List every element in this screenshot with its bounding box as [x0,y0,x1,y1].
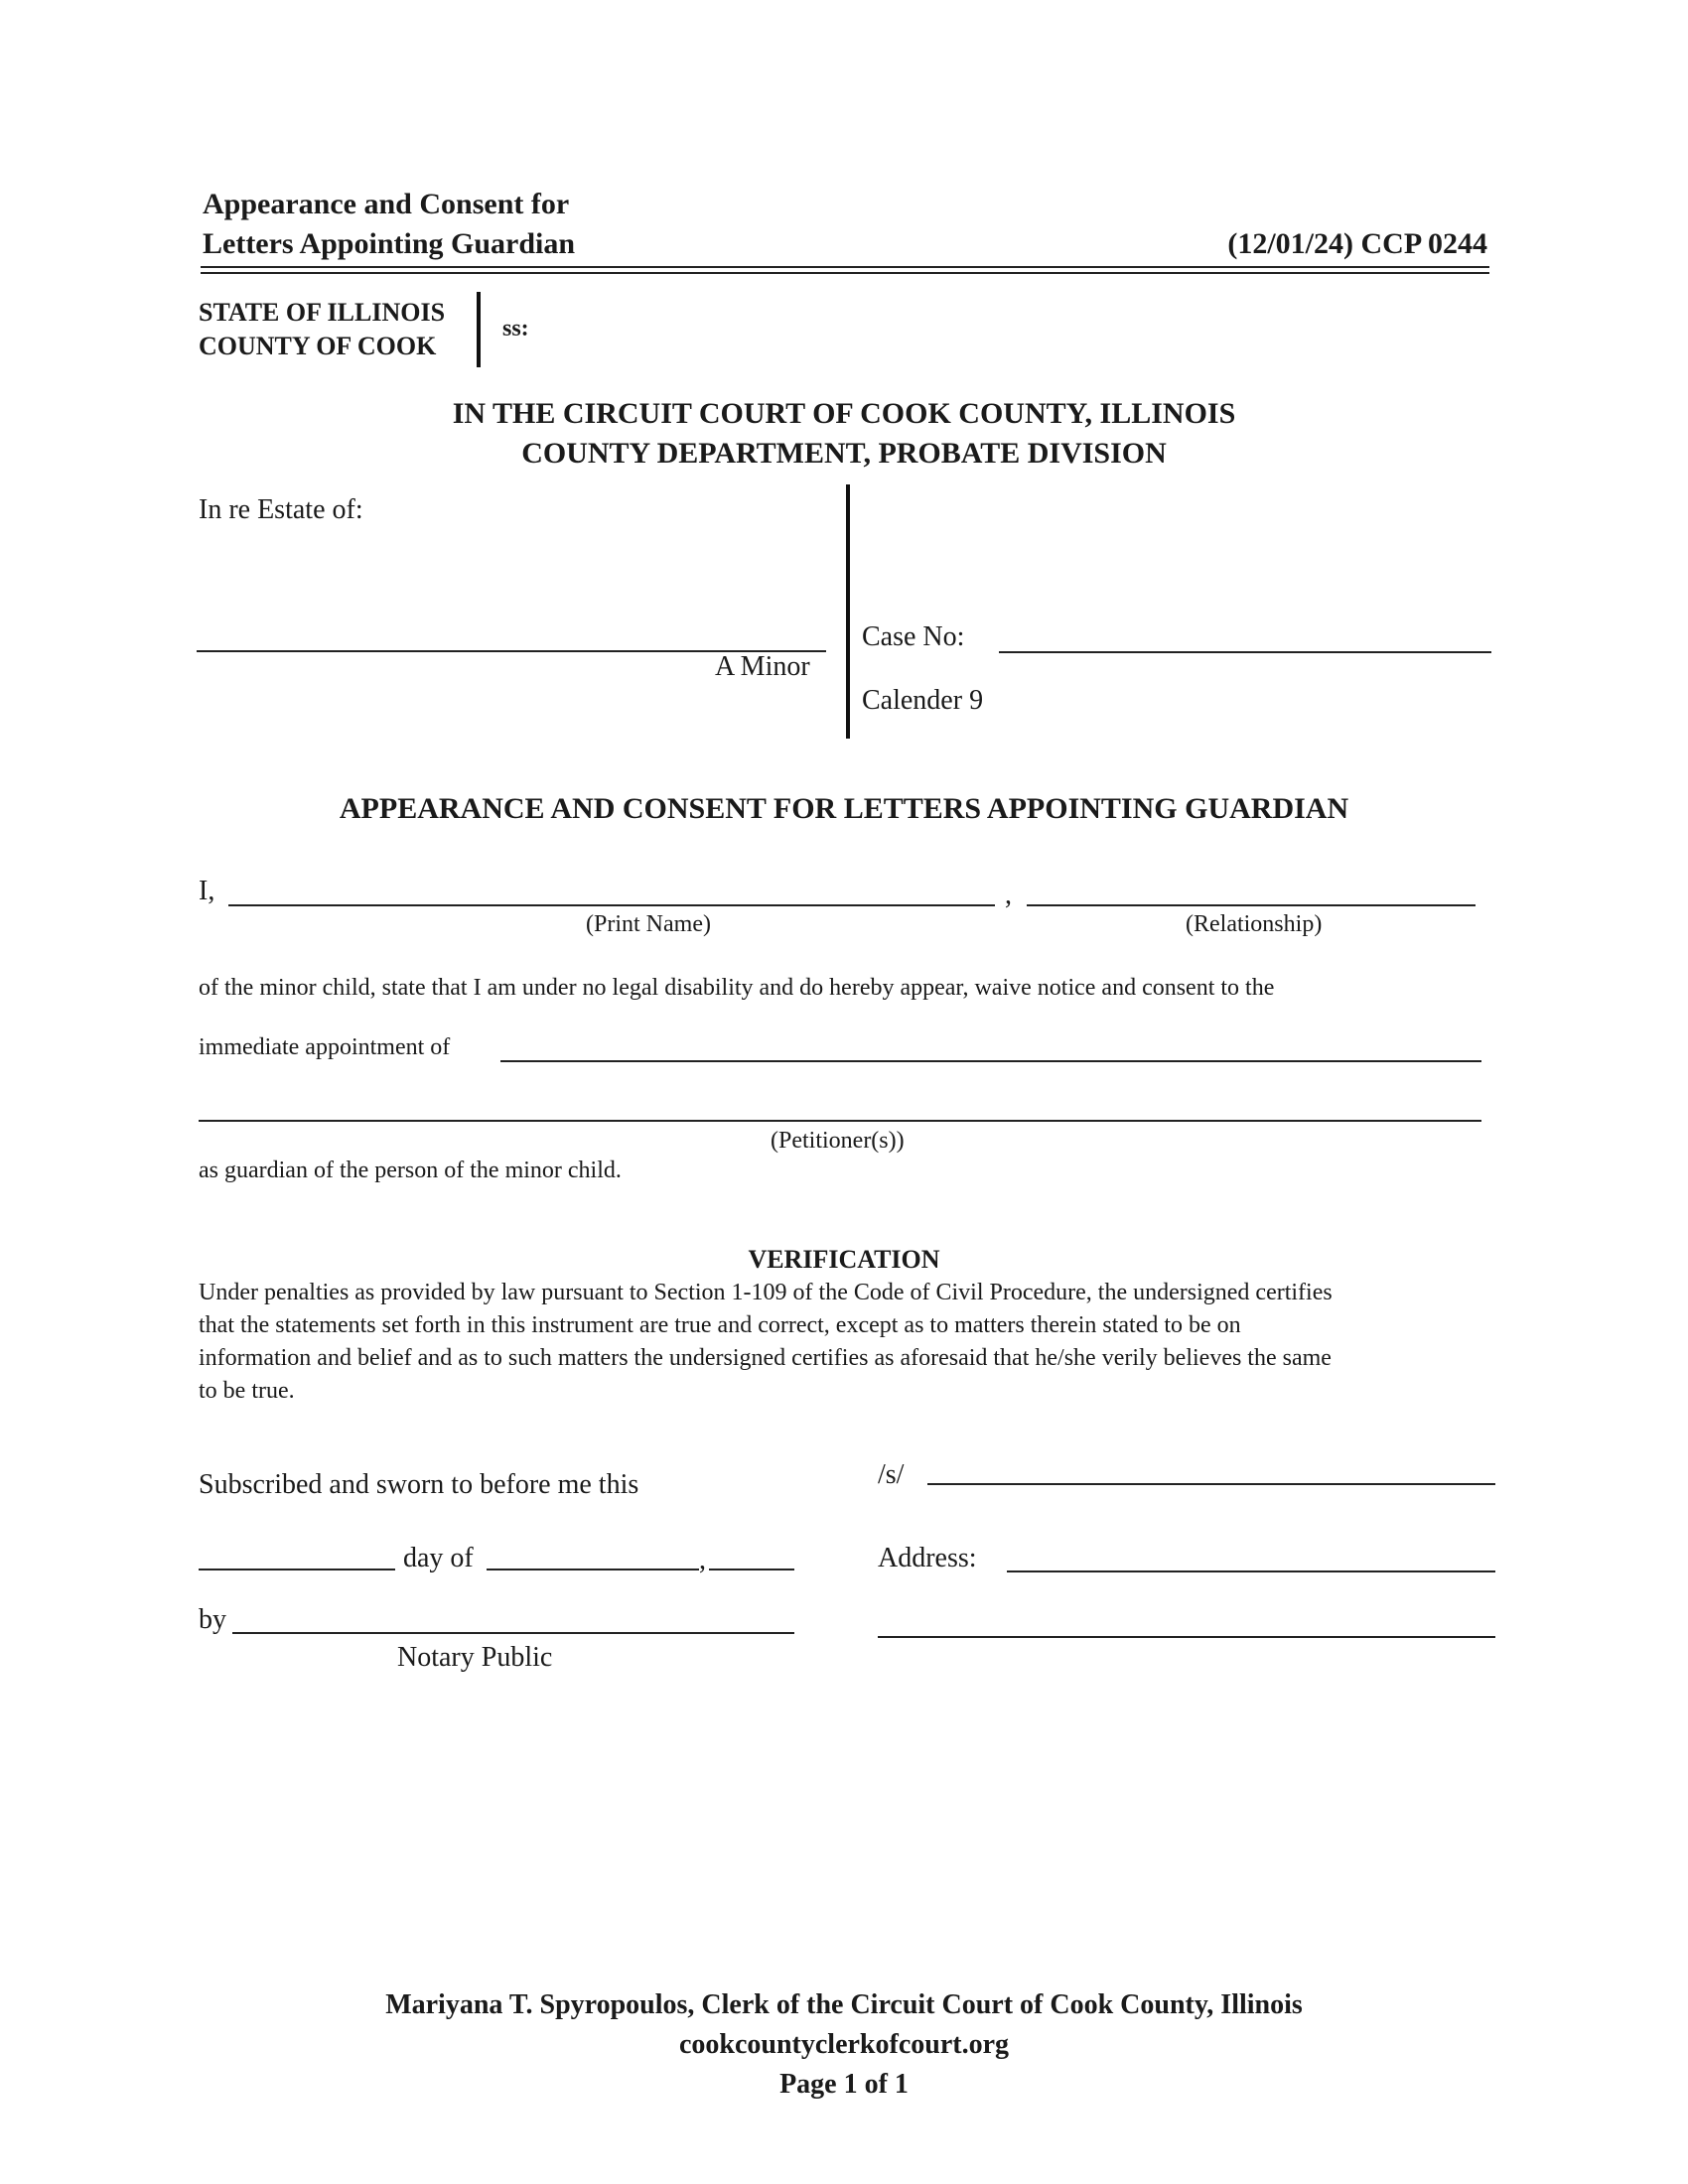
year-input[interactable] [709,1541,794,1570]
minor-name-input[interactable] [197,620,826,652]
guardian-statement: as guardian of the person of the minor child. [199,1158,622,1183]
header-rule-bottom [201,272,1489,274]
caption-divider [846,484,850,739]
notary-signature-input[interactable] [232,1604,794,1634]
day-input[interactable] [199,1541,395,1570]
form-code: (12/01/24) CCP 0244 [1227,227,1487,260]
month-input[interactable] [487,1541,699,1570]
print-name-caption: (Print Name) [586,911,711,937]
venue-county: COUNTY OF COOK [199,332,437,360]
court-line2: COUNTY DEPARTMENT, PROBATE DIVISION [521,437,1167,470]
address-input-line1[interactable] [1007,1543,1495,1572]
a-minor-label: A Minor [715,651,810,682]
address-input-line2[interactable] [878,1608,1495,1638]
address-label: Address: [878,1543,977,1573]
header-rule-top [201,266,1489,268]
venue-bracket [477,292,481,367]
signature-s-label: /s/ [878,1459,905,1490]
appointment-label: immediate appointment of [199,1034,451,1060]
venue-ss: ss: [502,316,529,341]
print-name-input[interactable] [228,877,995,906]
footer-clerk: Mariyana T. Spyropoulos, Clerk of the Circuit Court of Cook County, Illinois [385,1989,1303,2020]
by-label: by [199,1604,226,1635]
footer-website[interactable]: cookcountyclerkofcourt.org [678,2029,1010,2060]
i-label: I, [199,876,215,906]
calendar-label: Calender 9 [862,685,984,716]
consent-statement: of the minor child, state that I am under no legal disability and do hereby appear, waive notice and consent to the [199,975,1275,1001]
relationship-input[interactable] [1027,877,1476,906]
petitioner-input-line2[interactable] [199,1092,1481,1122]
date-comma: , [699,1545,706,1575]
relationship-caption: (Relationship) [1186,911,1323,937]
case-no-label: Case No: [862,621,965,652]
document-title: APPEARANCE AND CONSENT FOR LETTERS APPOINTING GUARDIAN [339,792,1349,825]
verification-line1: Under penalties as provided by law pursuant to Section 1-109 of the Code of Civil Procedure, the undersigned certifies [199,1280,1333,1305]
form-title-line1: Appearance and Consent for [203,188,570,220]
verification-line2: that the statements set forth in this instrument are true and correct, except as to matters therein stated to be on [199,1312,1241,1338]
petitioner-caption: (Petitioner(s)) [771,1128,905,1154]
form-title-line2: Letters Appointing Guardian [203,227,576,260]
venue-state: STATE OF ILLINOIS [199,298,446,327]
subscribed-sworn-label: Subscribed and sworn to before me this [199,1469,639,1500]
consent-comma: , [1005,880,1012,910]
verification-line4: to be true. [199,1378,295,1404]
petitioner-input-line1[interactable] [500,1032,1481,1062]
notary-public-label: Notary Public [397,1642,553,1673]
signature-input[interactable] [927,1455,1495,1485]
court-line1: IN THE CIRCUIT COURT OF COOK COUNTY, ILLINOIS [452,397,1236,430]
verification-heading: VERIFICATION [748,1245,940,1274]
footer-page-number: Page 1 of 1 [779,2069,909,2100]
in-re-estate-label: In re Estate of: [199,494,363,525]
verification-line3: information and belief and as to such matters the undersigned certifies as aforesaid that he/she verily believes the same [199,1345,1332,1371]
case-number-input[interactable] [999,621,1491,653]
day-of-label: day of [403,1543,474,1573]
